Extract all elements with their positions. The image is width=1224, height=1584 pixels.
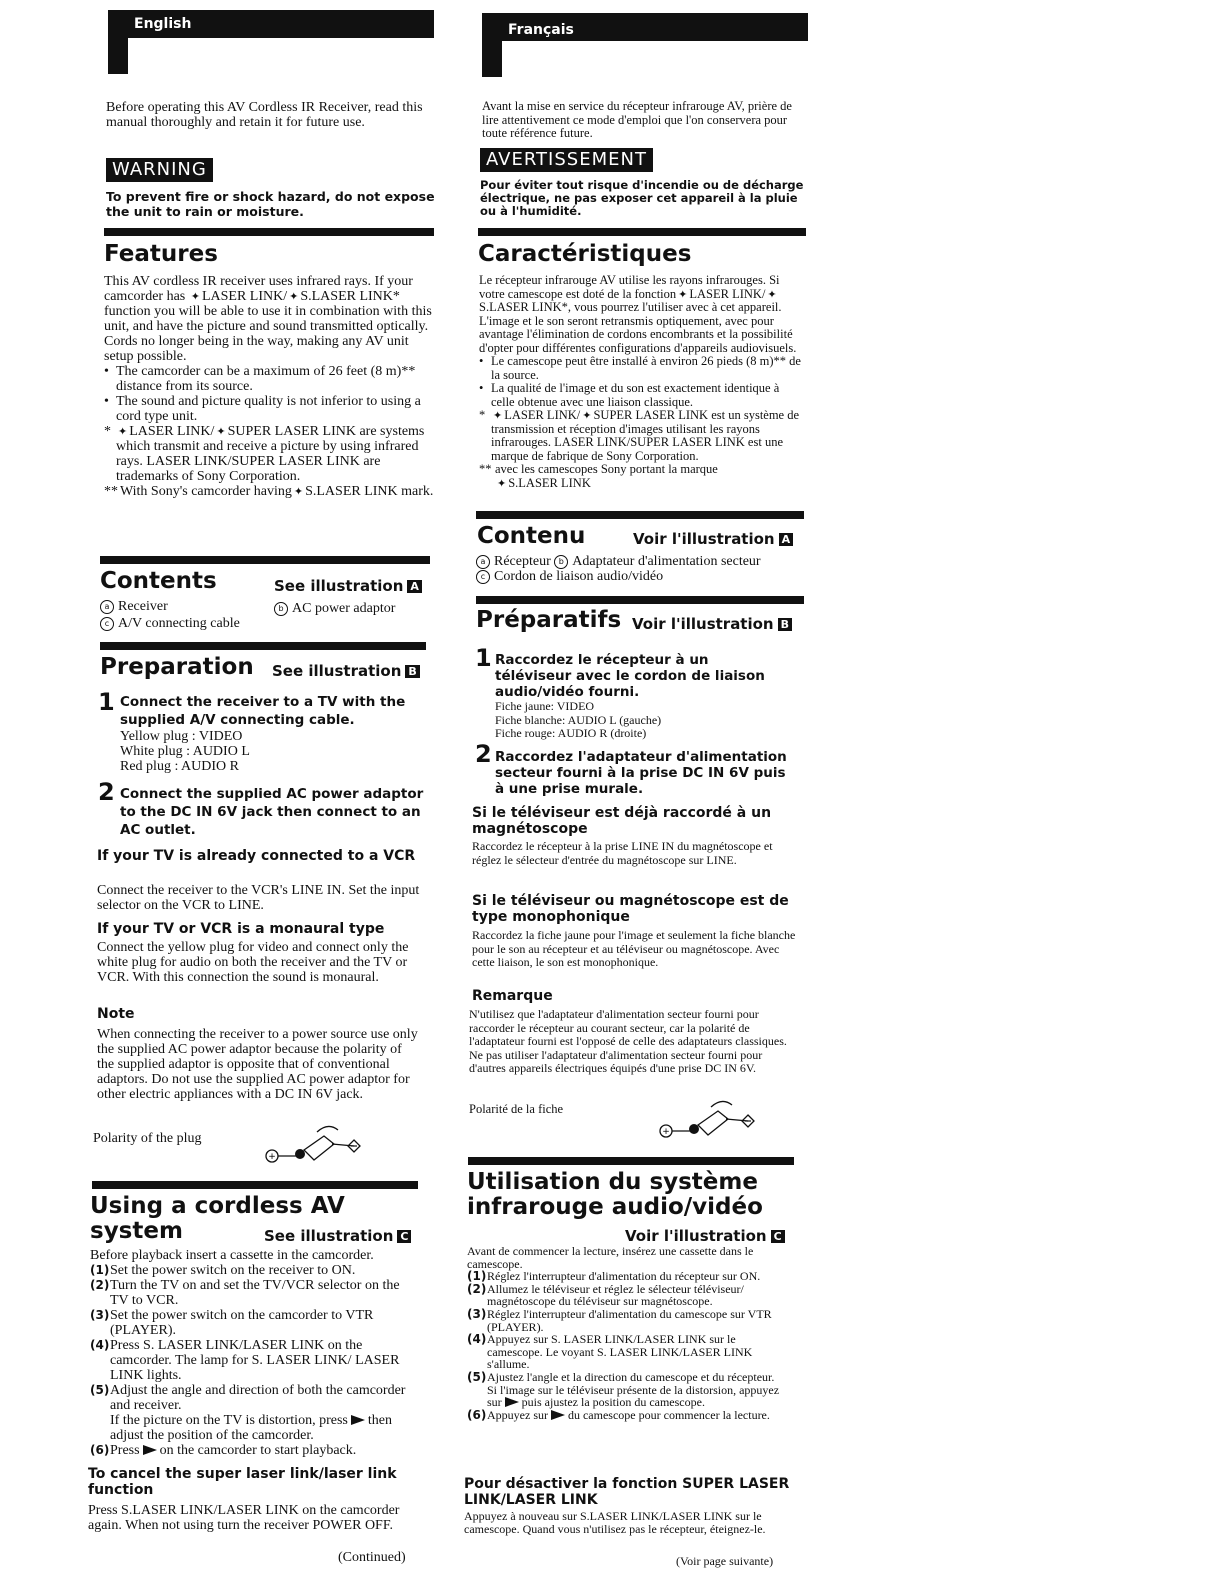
- features-title: Caractéristiques: [478, 241, 692, 267]
- laser-link-logo-icon: ✦: [118, 425, 128, 438]
- using-step: (2) Allumez le téléviseur et réglez le sélecteur téléviseur/ magnétoscope du téléviseur sur magnétoscope.: [467, 1281, 744, 1309]
- warning-badge: AVERTISSEMENT: [480, 148, 653, 172]
- plug-polarity-diagram-icon: [262, 1118, 372, 1168]
- using-step: (4) Appuyez sur S. LASER LINK/LASER LINK sur le camescope. Le voyant S. LASER LINK/LASER LINK s'allume.: [467, 1332, 753, 1372]
- using-title-line1: Utilisation du système: [467, 1169, 758, 1195]
- plug-list: [120, 729, 250, 774]
- step-number: 1: [98, 688, 115, 716]
- using-title-line1: Using a cordless AV: [90, 1193, 345, 1219]
- features-bullet: • The camcorder can be a maximum of 26 feet (8 m)** distance from its source.: [104, 364, 434, 394]
- plug-list: [495, 700, 661, 741]
- mono-text: Raccordez la fiche jaune pour l'image et seulement la fiche blanche pour le son au récepteur et au téléviseur ou magnétoscope. Avec cette liaison, le son est monophonique.: [472, 928, 796, 969]
- language-tab-english: [108, 10, 434, 38]
- preparation-see-illustration: Voir l'illustration B: [632, 615, 792, 633]
- using-body: [467, 1245, 792, 1421]
- section-divider: [468, 1157, 794, 1165]
- contents-title: Contenu: [477, 523, 586, 549]
- features-bullet: • La qualité de l'image et du son est exactement identique à celle obtenue avec une liaison classique.: [479, 382, 804, 409]
- contents-item: b AC power adaptor: [274, 601, 395, 616]
- note-subheading: Remarque: [472, 988, 553, 1004]
- section-divider: [476, 511, 804, 519]
- step-number: 1: [475, 644, 492, 672]
- using-step-detail: If the picture on the TV is distortion, press then adjust the position of the camcorder.: [110, 1413, 392, 1443]
- section-divider: [100, 556, 430, 564]
- using-title-line2: infrarouge audio/vidéo: [467, 1194, 763, 1220]
- svg-text:+: +: [268, 1152, 276, 1162]
- prep-step-2: Connect the supplied AC power adaptor to the DC IN 6V jack then connect to an AC outlet.: [120, 786, 424, 838]
- using-intro: Before playback insert a cassette in the camcorder.: [90, 1248, 374, 1263]
- cancel-subheading: To cancel the super laser link/laser link function: [88, 1466, 397, 1498]
- note-text: N'utilisez que l'adaptateur d'alimentation secteur fourni pour raccorder le récepteur au courant secteur, car la polarité de l'adaptateur fourni est l'opposé de celle des adaptateurs classiques. Ne pas utiliser l'adaptateur d'alimentation secteur fourni pour d'autres appareils électriques équipés d'une prise DC IN 6V.: [469, 1007, 787, 1075]
- features-footnote: ** With Sony's camcorder having ✦ S.LASER LINK mark.: [104, 484, 434, 499]
- contents-item: c A/V connecting cable: [100, 616, 240, 631]
- step-number: 2: [475, 740, 492, 768]
- plug-item: Fiche jaune: VIDEO: [495, 699, 595, 713]
- features-footnote: ** avec les camescopes Sony portant la marque ✦ S.LASER LINK: [479, 462, 718, 490]
- illustration-marker: B: [405, 665, 419, 678]
- cancel-text: Appuyez à nouveau sur S.LASER LINK/LASER LINK sur le camescope. Quand vous n'utilisez pas le récepteur, éteignez-le.: [464, 1509, 766, 1536]
- contents-title: Contents: [100, 568, 217, 594]
- contents-see-illustration: Voir l'illustration A: [633, 530, 793, 548]
- laser-link-logo-icon: ✦: [216, 425, 226, 438]
- illustration-marker: A: [779, 533, 794, 546]
- using-step: (2) Turn the TV on and set the TV/VCR selector on the TV to VCR.: [90, 1278, 400, 1308]
- laser-link-logo-icon: ✦: [678, 287, 688, 301]
- using-see-illustration: Voir l'illustration C: [625, 1227, 785, 1245]
- prep-step-1: Connect the receiver to a TV with the supplied A/V connecting cable.: [120, 694, 406, 728]
- play-button-icon: [351, 1415, 365, 1425]
- laser-link-logo-icon: ✦: [293, 485, 304, 498]
- vcr-text: Connect the receiver to the VCR's LINE IN. Set the input selector on the VCR to LINE.: [97, 883, 420, 913]
- using-step: (5) Adjust the angle and direction of both the camcorder and receiver.: [90, 1383, 406, 1413]
- features-footnote: * ✦ LASER LINK/ ✦ SUPER LASER LINK are systems which transmit and receive a picture by using infrared rays. LASER LINK/SUPER LASER LINK are trademarks of Sony Corporation.: [104, 424, 425, 484]
- illustration-marker: C: [771, 1230, 785, 1243]
- features-title: Features: [104, 241, 218, 267]
- vcr-subheading: If your TV is already connected to a VCR: [97, 848, 416, 864]
- features-paragraph: Le récepteur infrarouge AV utilise les rayons infrarouges. Si votre camescope est doté de la fonction ✦ LASER LINK/ ✦S.LASER LINK*, vous pourrez l'utiliser avec à cet appareil. L'image et le son seront retransmis optiquement, avec pour avantage l'élimination de cordons encombrants et la possibilité d'opter pour différentes configurations d'appareils audiovisuels.: [479, 273, 797, 355]
- plug-item: Fiche blanche: AUDIO L (gauche): [495, 712, 662, 727]
- note-text: When connecting the receiver to a power source use only the supplied AC power adaptor because the polarity of the supplied adaptor is opposite that of conventional adaptors. Do not use the supplied AC power adaptor for other electric appliances with a DC IN 6V jack.: [97, 1027, 418, 1102]
- using-step: (4) Press S. LASER LINK/LASER LINK on the camcorder. The lamp for S. LASER LINK/ LASER LINK lights.: [90, 1338, 400, 1383]
- warning-badge: WARNING: [106, 158, 213, 182]
- mono-subheading: If your TV or VCR is a monaural type: [97, 921, 385, 937]
- using-step: (6) Appuyez sur du camescope pour commencer la lecture.: [467, 1407, 770, 1422]
- using-step: (1) Set the power switch on the receiver to ON.: [90, 1263, 356, 1278]
- contents-item: a Receiver: [100, 599, 168, 614]
- features-bullet: • The sound and picture quality is not inferior to using a cord type unit.: [104, 394, 434, 424]
- laser-link-logo-icon: ✦: [289, 290, 299, 303]
- plug-item: Red plug : AUDIO R: [120, 759, 239, 774]
- warning-text: Pour éviter tout risque d'incendie ou de décharge électrique, ne pas exposer cet appareil à la pluie ou à l'humidité.: [480, 178, 804, 218]
- using-step-detail: Si l'image sur le téléviseur présente de la distorsion, appuyez sur puis ajustez la position du camescope.: [487, 1382, 780, 1410]
- mono-text: Connect the yellow plug for video and connect only the white plug for audio on both the receiver and the TV or VCR. With this connection the sound is monaural.: [97, 940, 409, 985]
- preparation-title: Preparation: [100, 654, 254, 680]
- plug-item: Yellow plug : VIDEO: [120, 729, 243, 744]
- illustration-marker: A: [407, 580, 422, 593]
- features-footnote: * ✦ LASER LINK/ ✦ SUPER LASER LINK est un système de transmission et réception d'images utilisant les rayons infrarouges. LASER LINK/SUPER LASER LINK est une marque de fabrique de Sony Corporation.: [479, 408, 800, 463]
- using-step: (5) Ajustez l'angle et la direction du camescope et du récepteur.: [467, 1369, 775, 1384]
- using-title-line2: system: [90, 1218, 183, 1244]
- using-step: (6) Press on the camcorder to start playback.: [90, 1443, 357, 1458]
- illustration-marker: C: [397, 1230, 411, 1243]
- illustration-marker: B: [778, 618, 792, 631]
- laser-link-logo-icon: ✦: [497, 476, 507, 490]
- section-divider: [100, 642, 426, 650]
- plug-item: White plug : AUDIO L: [120, 744, 250, 759]
- laser-link-logo-icon: ✦: [190, 290, 200, 303]
- language-tab-label: English: [134, 16, 192, 32]
- section-divider: [104, 228, 434, 236]
- section-divider: [476, 596, 804, 604]
- plug-polarity-diagram-icon: [656, 1093, 766, 1143]
- polarity-label: Polarité de la fiche: [469, 1102, 564, 1116]
- mono-subheading: Si le téléviseur ou magnétoscope est de type monophonique: [472, 893, 789, 925]
- prep-step-2: Raccordez l'adaptateur d'alimentation secteur fourni à la prise DC IN 6V puis à une prise murale.: [495, 749, 787, 797]
- using-step: (3) Réglez l'interrupteur d'alimentation du camescope sur VTR (PLAYER).: [467, 1306, 772, 1334]
- language-tab-french: [482, 13, 808, 41]
- features-bullet: • Le camescope peut être installé à environ 26 pieds (8 m)** de la source.: [479, 355, 804, 382]
- using-body: [90, 1248, 420, 1458]
- polarity-label: Polarity of the plug: [93, 1131, 202, 1146]
- section-divider: [92, 1181, 418, 1189]
- play-button-icon: [143, 1445, 157, 1455]
- cancel-text: Press S.LASER LINK/LASER LINK on the camcorder again. When not using turn the receiver POWER OFF.: [88, 1503, 400, 1533]
- preparation-see-illustration: See illustration B: [272, 662, 420, 680]
- contents-item: c Cordon de liaison audio/vidéo: [476, 569, 663, 584]
- prep-step-1: Raccordez le récepteur à un téléviseur avec le cordon de liaison audio/vidéo fourni.: [495, 652, 765, 700]
- language-tab-label: Français: [508, 22, 574, 38]
- vcr-subheading: Si le téléviseur est déjà raccordé à un magnétoscope: [472, 805, 772, 837]
- continued-note: (Voir page suivante): [676, 1554, 774, 1568]
- intro-text: Before operating this AV Cordless IR Receiver, read this manual thoroughly and retain it for future use.: [106, 100, 423, 130]
- laser-link-logo-icon: ✦: [582, 409, 592, 422]
- vcr-text: Raccordez le récepteur à la prise LINE IN du magnétoscope et réglez le sélecteur d'entrée du magnétoscope sur LINE.: [472, 839, 773, 867]
- laser-link-logo-icon: ✦: [767, 287, 777, 301]
- plug-item: Fiche rouge: AUDIO R (droite): [495, 726, 647, 740]
- using-step: (3) Set the power switch on the camcorder to VTR (PLAYER).: [90, 1308, 374, 1338]
- features-body: [479, 274, 804, 490]
- using-see-illustration: See illustration C: [264, 1227, 411, 1245]
- using-step: (1) Réglez l'interrupteur d'alimentation du récepteur sur ON.: [467, 1269, 761, 1284]
- features-body: [104, 274, 434, 499]
- using-intro: Avant de commencer la lecture, insérez une cassette dans le camescope.: [467, 1244, 754, 1271]
- warning-text: To prevent fire or shock hazard, do not expose the unit to rain or moisture.: [106, 189, 435, 219]
- step-number: 2: [98, 778, 115, 806]
- play-button-icon: [551, 1410, 565, 1420]
- contents-see-illustration: See illustration A: [274, 577, 422, 595]
- svg-text:+: +: [662, 1127, 670, 1137]
- features-paragraph: This AV cordless IR receiver uses infrared rays. If your camcorder has ✦ LASER LINK/ ✦ S.LASER LINK* function you will be able to use it in combination with this unit, and have the picture and sound transmitted optically. Cords no longer being in the way, making any AV unit setup possible.: [104, 274, 432, 364]
- laser-link-logo-icon: ✦: [493, 409, 503, 422]
- contents-item: a Récepteur b Adaptateur d'alimentation secteur: [476, 554, 761, 569]
- preparation-title: Préparatifs: [476, 607, 622, 633]
- intro-text: Avant la mise en service du récepteur infrarouge AV, prière de lire attentivement ce mode d'emploi que l'on conservera pour toute référence future.: [482, 99, 792, 140]
- play-button-icon: [505, 1397, 519, 1407]
- note-subheading: Note: [97, 1006, 135, 1022]
- cancel-subheading: Pour désactiver la fonction SUPER LASER LINK/LASER LINK: [464, 1476, 790, 1508]
- continued-note: (Continued): [338, 1550, 406, 1565]
- section-divider: [478, 228, 806, 236]
